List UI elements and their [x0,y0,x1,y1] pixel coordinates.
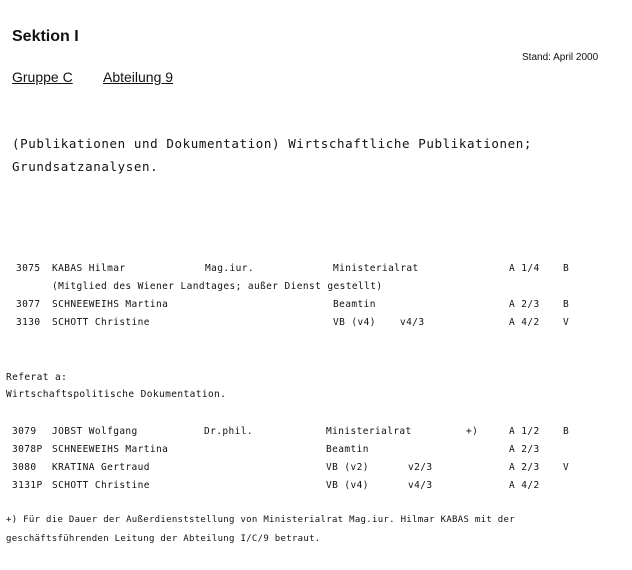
staff-number: 3077 [16,299,41,310]
staff-position: VB (v2) [326,462,369,473]
staff-status: B [563,299,570,310]
referat-label: Referat a: [6,372,68,383]
footnote-mark: +) [466,426,479,437]
staff-grade: v4/3 [408,480,433,491]
group-label: Gruppe C [12,69,73,85]
referat-name: Wirtschaftspolitische Dokumentation. [6,389,227,400]
staff-number: 3075 [16,263,41,274]
staff-note: (Mitglied des Wiener Landtages; außer Dienst gestellt) [52,281,383,292]
staff-position: VB (v4) [326,480,369,491]
staff-status: B [563,426,570,437]
staff-grade: v4/3 [400,317,425,328]
footnote-line-2: geschäftsführenden Leitung der Abteilung I/C/9 betraut. [6,534,321,544]
section-title: Sektion I [12,28,79,45]
staff-name: KRATINA Gertraud [52,462,150,473]
staff-name: SCHNEEWEIHS Martina [52,299,169,310]
staff-number: 3130 [16,317,41,328]
staff-number: 3078P [12,444,43,455]
description-line-1: (Publikationen und Dokumentation) Wirtschaftliche Publikationen; [12,136,533,151]
stand-date: Stand: April 2000 [522,52,599,63]
staff-status: B [563,263,570,274]
staff-name: KABAS Hilmar [52,263,126,274]
staff-name: SCHOTT Christine [52,317,150,328]
staff-position: VB (v4) [333,317,376,328]
staff-status: V [563,317,570,328]
staff-class: A 4/2 [509,480,540,491]
staff-class: A 1/2 [509,426,540,437]
description-line-2: Grundsatzanalysen. [12,159,159,174]
staff-number: 3079 [12,426,37,437]
staff-position: Beamtin [333,299,376,310]
staff-class: A 2/3 [509,462,540,473]
staff-number: 3080 [12,462,37,473]
staff-title: Mag.iur. [205,263,254,274]
staff-position: Ministerialrat [326,426,412,437]
footnote-line-1: +) Für die Dauer der Außerdienststellung von Ministerialrat Mag.iur. Hilmar KABAS mit der [6,515,515,525]
staff-name: JOBST Wolfgang [52,426,138,437]
staff-class: A 1/4 [509,263,540,274]
department-label: Abteilung 9 [103,69,174,85]
staff-grade: v2/3 [408,462,433,473]
staff-title: Dr.phil. [204,426,253,437]
staff-status: V [563,462,570,473]
staff-class: A 4/2 [509,317,540,328]
staff-position: Beamtin [326,444,369,455]
staff-class: A 2/3 [509,299,540,310]
staff-name: SCHNEEWEIHS Martina [52,444,169,455]
staff-class: A 2/3 [509,444,540,455]
staff-position: Ministerialrat [333,263,419,274]
staff-number: 3131P [12,480,43,491]
staff-name: SCHOTT Christine [52,480,150,491]
